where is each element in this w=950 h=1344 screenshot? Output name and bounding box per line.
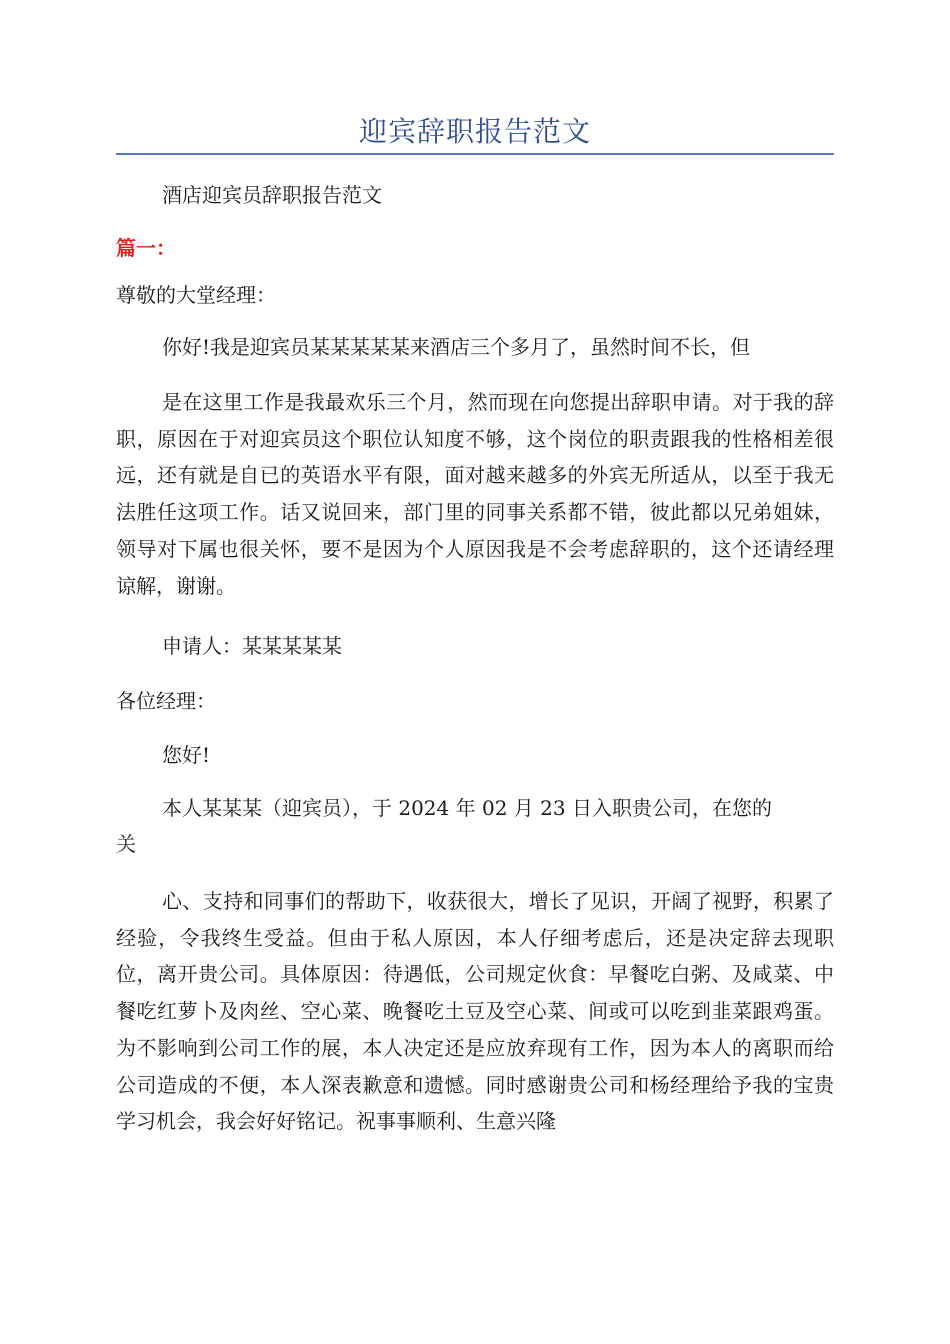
letter1-salutation: 尊敬的大堂经理：	[116, 283, 276, 307]
letter1-greeting-line: 你好!我是迎宾员某某某某某来酒店三个多月了，虽然时间不长，但	[162, 335, 751, 359]
letter1-applicant: 申请人：某某某某某	[162, 634, 342, 658]
title-divider	[116, 153, 834, 155]
letter2-greeting: 您好!	[162, 743, 211, 767]
letter2-intro-wrap: 关	[116, 832, 136, 856]
letter1-body: 是在这里工作是我最欢乐三个月，然而现在向您提出辞职申请。对于我的辞职，原因在于对迎宾员这个职位认知度不够，这个岗位的职责跟我的性格相差很远，还有就是自已的英语水平有限，面对越来越多的外宾无所适从，以至于我无法胜任这项工作。话又说回来，部门里的同事关系都不错，彼此都以兄弟姐妹，领导对下属也很关怀，要不是因为个人原因我是不会考虑辞职的，这个还请经理谅解，谢谢。	[116, 390, 834, 598]
letter2-salutation: 各位经理：	[116, 689, 216, 713]
letter2-body: 心、支持和同事们的帮助下，收获很大，增长了见识，开阔了视野，积累了经验，令我终生受益。但由于私人原因，本人仔细考虑后，还是决定辞去现职位，离开贵公司。具体原因：待遇低，公司规定伙食：早餐吃白粥、及咸菜、中餐吃红萝卜及肉丝、空心菜、晚餐吃土豆及空心菜、间或可以吃到韭菜跟鸡蛋。为不影响到公司工作的展，本人决定还是应放弃现有工作，因为本人的离职而给公司造成的不便，本人深表歉意和遗憾。同时感谢贵公司和杨经理给予我的宝贵学习机会，我会好好铭记。祝事事顺利、生意兴隆	[116, 889, 834, 1134]
document-subtitle: 酒店迎宾员辞职报告范文	[162, 183, 382, 207]
letter2-intro-line: 本人某某某（迎宾员），于 2024 年 02 月 23 日入职贵公司，在您的	[162, 796, 772, 820]
page-title: 迎宾辞职报告范文	[358, 115, 591, 148]
section-heading: 篇一：	[116, 236, 176, 260]
